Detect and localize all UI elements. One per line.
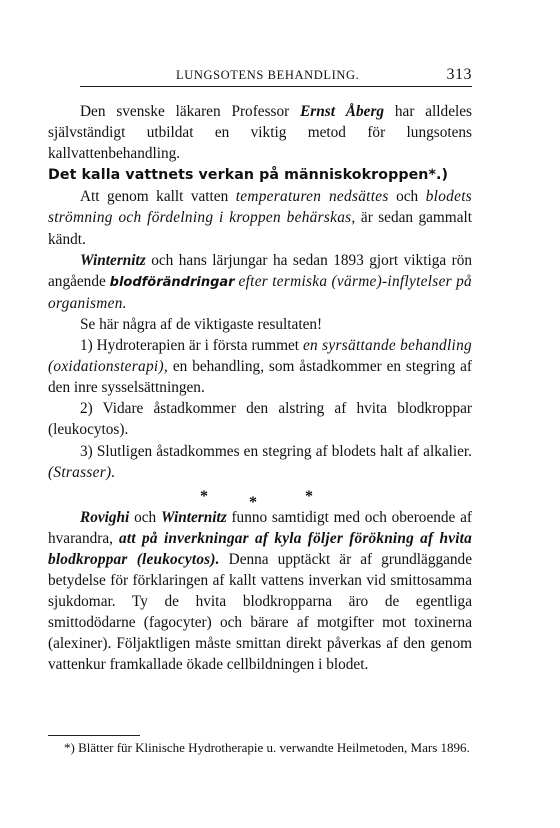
- text-run: är sedan gammalt kändt.: [48, 209, 472, 248]
- page-header: [80, 66, 472, 88]
- author-name: Winternitz: [80, 251, 146, 269]
- text-run: funno samtidigt med och oberoende af hvarandra,: [48, 508, 472, 547]
- running-title: LUNGSOTENS BEHANDLING.: [176, 68, 360, 82]
- footnote: [48, 738, 472, 757]
- text-run: 3) Slutligen åstadkommes en stegring af blodets halt af alkalier.: [80, 442, 472, 460]
- author-name: Winternitz: [160, 508, 227, 526]
- paragraph-results-intro: Se här några af de viktigaste resultaten!: [80, 315, 323, 333]
- text-run: har alldeles självständigt utbildat en viktig metod för lungsotens kallvattenbehandling.: [48, 103, 472, 163]
- paragraph-temperature: [48, 186, 472, 249]
- emphasis-text: en syrsättande behandling (oxidationsterapi),: [48, 337, 473, 376]
- text-run: Denna upptäckt är af grundläggande betydelse för förklaringen af kallt vattens inverkan vid smittosamma sjukdomar. Ty de hvita blodkropparna äro de egentliga smittodödarne (fagocyter) och bärare af motgifter mot toxinerna (alexiner). Följaktligen måste smittan direkt påverkas af den genom vattenkur framkallade ökade cellbildningen i blodet.: [48, 550, 472, 674]
- text-run: Att genom kallt vatten: [80, 188, 236, 206]
- list-item-1: [48, 335, 472, 398]
- text-run: och: [388, 188, 426, 206]
- paragraph-aberg: [48, 101, 472, 164]
- author-name: Ernst Åberg: [300, 103, 385, 120]
- author-name: Rovighi: [80, 508, 130, 526]
- paragraph-rovighi: [48, 507, 472, 676]
- list-item-3: [48, 441, 472, 483]
- list-item-2: 2) Vidare åstadkommer den alstring af hvita blodkroppar (leukocytos).: [48, 400, 472, 439]
- header-rule: [80, 86, 472, 87]
- footnote-rule: [48, 735, 140, 736]
- section-break: [48, 484, 472, 511]
- paragraph-winternitz: [48, 250, 472, 314]
- text-run: 1) Hydroterapien är i första rummet: [80, 337, 303, 355]
- body-text: [48, 101, 472, 675]
- asterisk: *: [249, 493, 257, 511]
- text-run: och: [129, 508, 161, 526]
- section-heading: [48, 164, 472, 186]
- emphasis-text: att på inverkningar af kyla följer förökning af hvita blodkroppar (leukocytos).: [48, 529, 472, 568]
- emphasis-text: efter termiska (värme)-inflytelser på organismen.: [48, 272, 473, 312]
- emphasis-text: temperaturen nedsättes: [235, 188, 389, 206]
- emphasis-text: blodets strömning och fördelning i kroppen behärskas,: [48, 188, 472, 227]
- text-run: och hans lärjungar ha sedan 1893 gjort viktiga rön angående: [48, 251, 472, 290]
- bold-term: blodförändringar: [109, 274, 235, 290]
- text-run: Den svenske läkaren Professor: [80, 103, 301, 120]
- footnote-text: *) Blätter für Klinische Hydrotherapie u. verwandte Heilmetoden, Mars 1896.: [64, 740, 470, 755]
- text-run: en behandling, som åstadkommer en stegring af den inre sysselsättningen.: [48, 358, 472, 397]
- section-heading-text: Det kalla vattnets verkan på människokroppen*.): [48, 167, 449, 184]
- citation: (Strasser).: [48, 463, 116, 481]
- asterisk: *: [305, 487, 313, 505]
- asterisk: *: [200, 487, 208, 505]
- page-number: 313: [446, 66, 472, 83]
